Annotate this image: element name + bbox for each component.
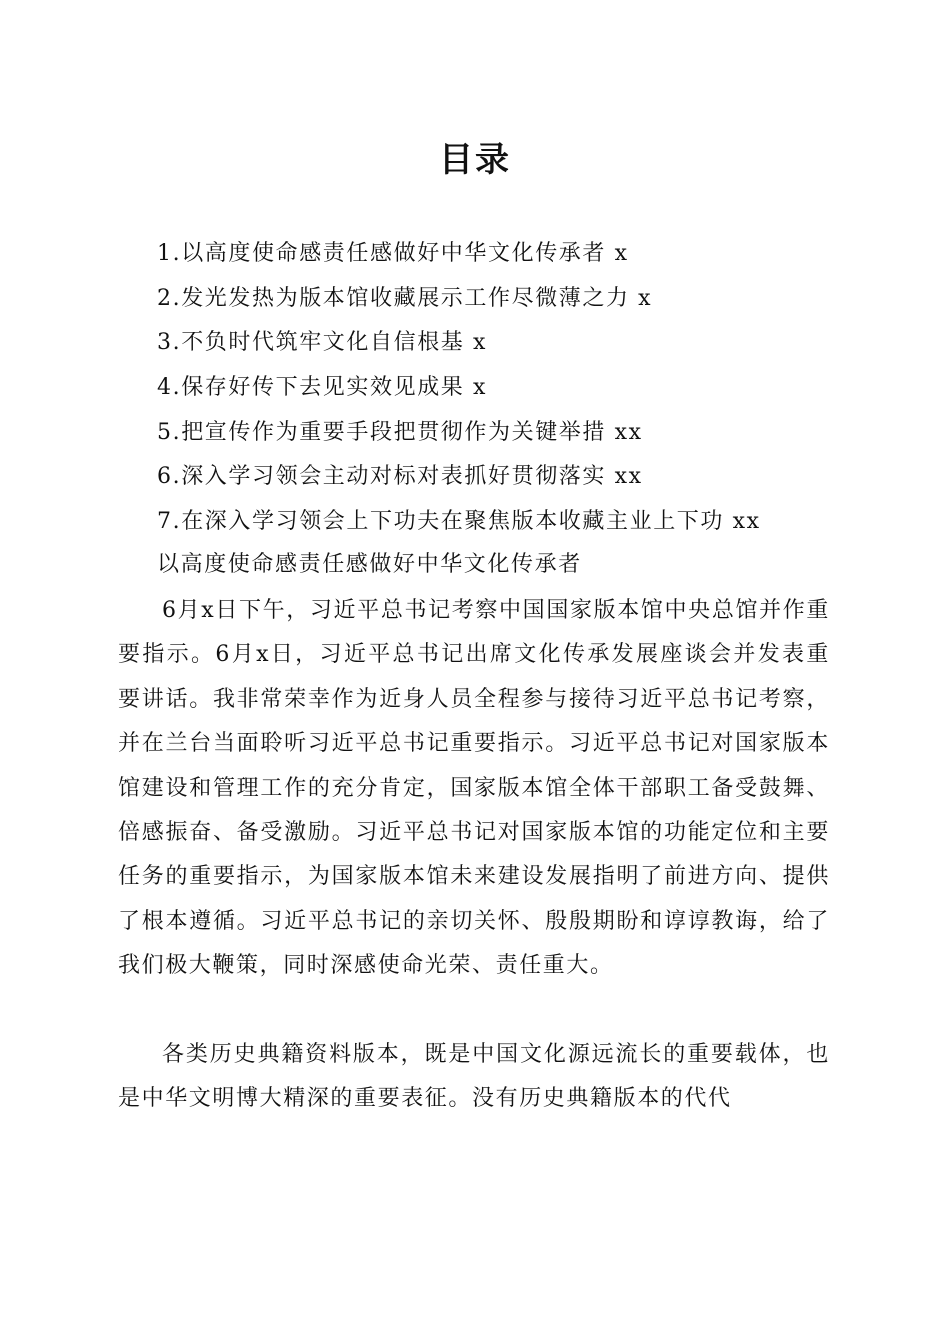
toc-item-1: 1.以高度使命感责任感做好中华文化传承者 x xyxy=(157,241,629,266)
page-title: 目录 xyxy=(439,140,511,180)
section-heading: 以高度使命感责任感做好中华文化传承者 xyxy=(157,552,582,577)
toc-item-4: 4.保存好传下去见实效见成果 x xyxy=(157,375,487,401)
toc-item-6: 6.深入学习领会主动对标对表抓好贯彻落实 xx xyxy=(157,464,643,490)
toc-item-2: 2.发光发热为版本馆收藏展示工作尽微薄之力 x xyxy=(157,285,653,311)
table-of-contents xyxy=(157,232,761,545)
body-paragraph-1: 6月x日下午，习近平总书记考察中国国家版本馆中央总馆并作重要指示。6月x日，习近平总书记出席文化传承发展座谈会并发表重要讲话。我非常荣幸作为近身人员全程参与接待习近平总书记考察，并在兰台当面聆听习近平总书记重要指示。习近平总书记对国家版本馆建设和管理工作的充分肯定，国家版本馆全体干部职工备受鼓舞、倍感振奋、备受激励。习近平总书记对国家版本馆的功能定位和主要任务的重要指示，为国家版本馆未来建设发展指明了前进方向、提供了根本遵循。习近平总书记的亲切关怀、殷殷期盼和谆谆教诲，给了我们极大鞭策，同时深感使命光荣、责任重大。 xyxy=(118,598,830,979)
toc-item-7: 7.在深入学习领会上下功夫在聚焦版本收藏主业上下功 xx xyxy=(157,509,761,535)
toc-item-3: 3.不负时代筑牢文化自信根基 x xyxy=(157,330,487,356)
body-paragraph-2: 各类历史典籍资料版本，既是中国文化源远流长的重要载体，也是中华文明博大精深的重要表征。没有历史典籍版本的代代 xyxy=(118,1042,830,1112)
toc-item-5: 5.把宣传作为重要手段把贯彻作为关键举措 xx xyxy=(157,419,643,445)
